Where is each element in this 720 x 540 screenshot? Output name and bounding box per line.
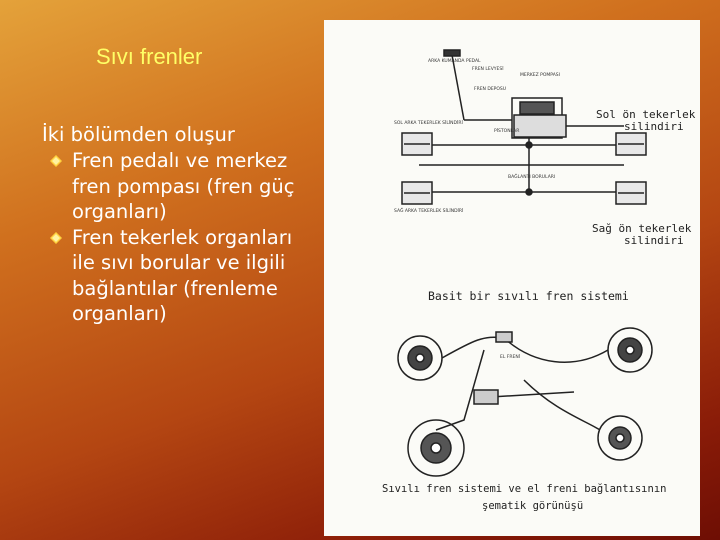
label-hand-brake: EL FRENİ	[500, 355, 521, 360]
label-right-front-1: Sağ ön tekerlek	[592, 222, 692, 235]
slide-title: Sıvı frenler	[96, 44, 203, 69]
label-right-rear: SAĞ ARKA TEKERLEK SİLİNDİRİ	[394, 209, 464, 214]
label-left-rear: SOL ARKA TEKERLEK SİLİNDİRİ	[394, 121, 463, 126]
label-left-front-1: Sol ön tekerlek	[596, 108, 696, 121]
chassis-schematic	[398, 328, 652, 476]
label-right-front-2: silindiri	[624, 234, 684, 247]
label-pedal-shaft: ARKA KUMANDA	[428, 59, 465, 64]
diamond-bullet-icon	[50, 155, 62, 167]
label-pedal: PEDAL	[466, 59, 481, 64]
brake-diagram-figure	[324, 20, 700, 536]
label-master-pump: MERKEZ POMPASI	[520, 73, 560, 78]
label-piston: PİSTONLAR	[494, 129, 520, 134]
label-brake-lever: FREN LEVYESİ	[472, 67, 504, 72]
bullet-item	[42, 225, 312, 327]
caption-simple-system: Basit bir sıvılı fren sistemi	[428, 289, 629, 303]
bullet-text: Fren tekerlek organları ile sıvı borular ve ilgili bağlantılar (frenleme organları)	[72, 225, 293, 325]
slide-content	[42, 122, 312, 327]
bullet-item	[42, 148, 312, 225]
bullet-list	[42, 148, 312, 327]
bullet-text: Fren pedalı ve merkez fren pompası (fren güç organları)	[72, 149, 295, 223]
label-left-front-2: silindiri	[624, 120, 684, 133]
brake-diagram-svg	[324, 20, 700, 536]
diamond-bullet-icon	[50, 232, 62, 244]
intro-text: İki bölümden oluşur	[42, 123, 235, 146]
label-pipe: BAĞLANTI BORULARI	[508, 175, 556, 180]
label-brake-fluid: FREN DEPOSU	[474, 87, 507, 92]
caption-handbrake-2: şematik görünüşü	[482, 500, 584, 512]
caption-handbrake-1: Sıvılı fren sistemi ve el freni bağlantısının	[382, 483, 667, 495]
